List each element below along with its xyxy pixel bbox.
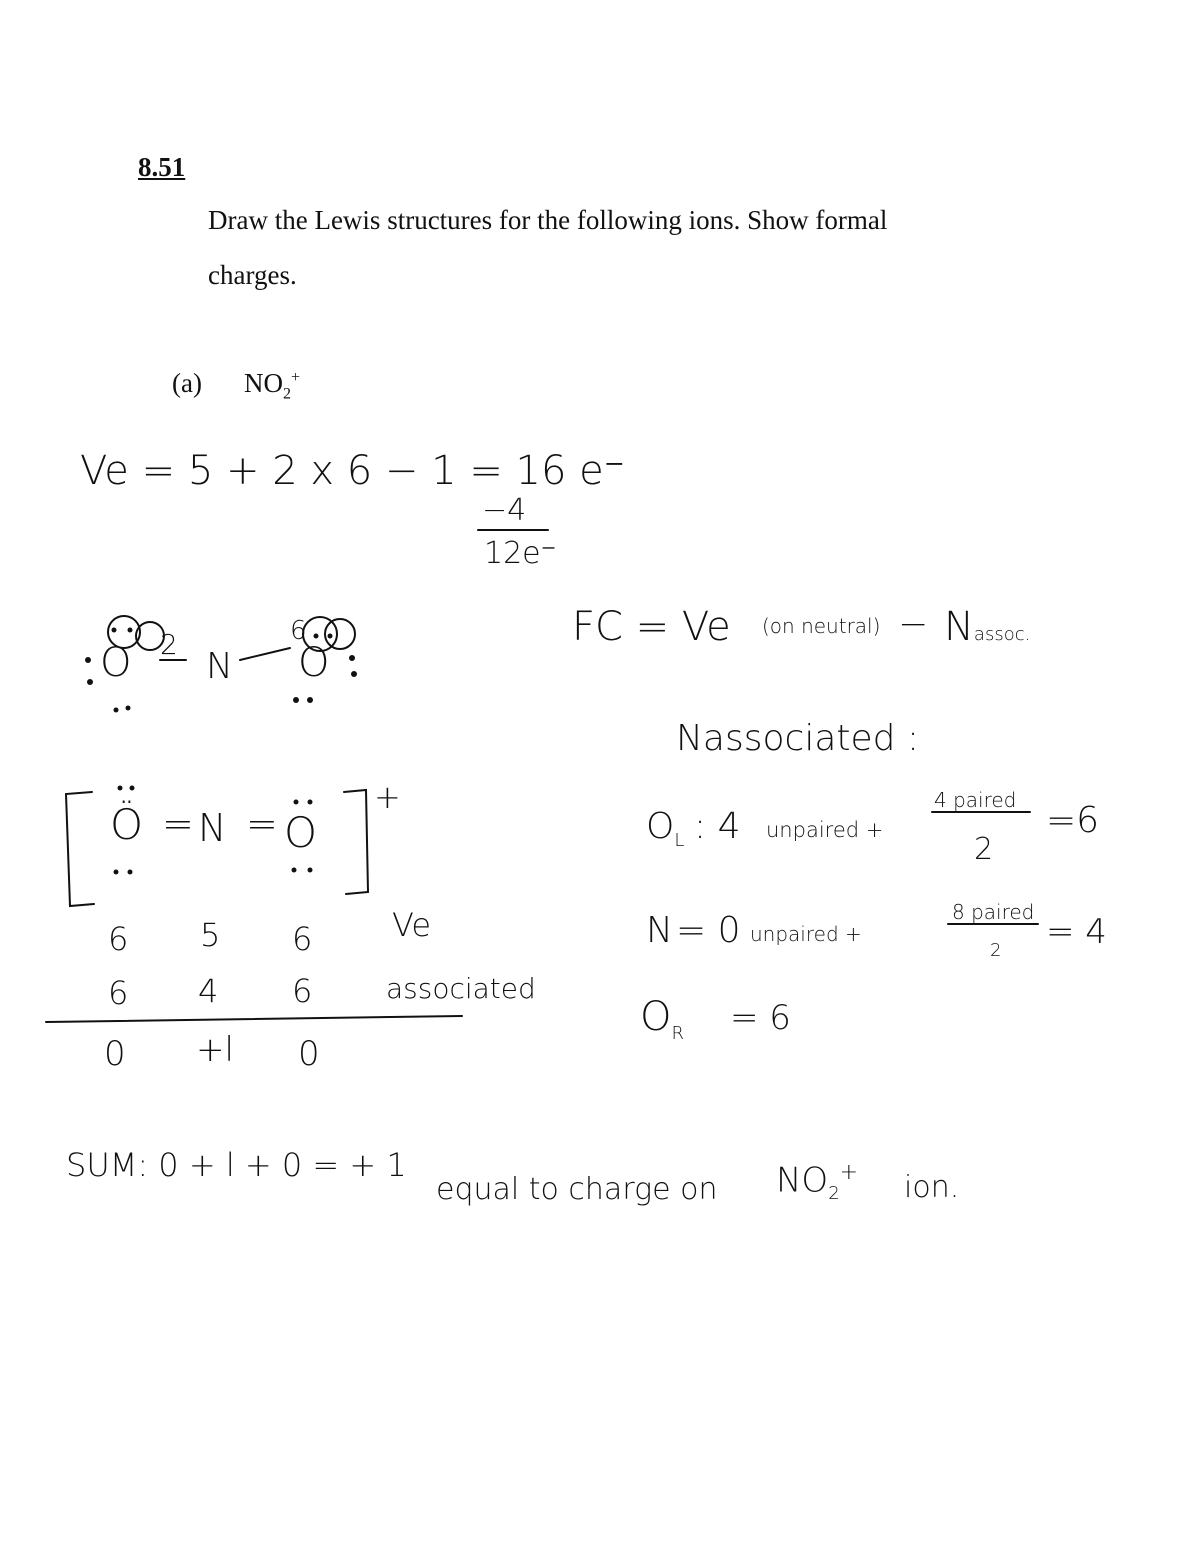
fc-row1-o-left: 6 bbox=[108, 920, 129, 958]
sum-ion: $NO_2^+$ bbox=[776, 1160, 859, 1205]
fc-formula: FC = Ve bbox=[572, 604, 731, 650]
fc-row2-o-right: 6 bbox=[292, 972, 313, 1010]
o-left-frac-den: 2 bbox=[974, 832, 994, 867]
fc-row1-n: 5 bbox=[200, 916, 221, 954]
o-left-detail: unpaired + bbox=[766, 818, 884, 842]
fc-row2-label: associated bbox=[386, 972, 536, 1005]
valence-line: Ve = 5 + 2 x 6 − 1 = 16 e⁻ bbox=[80, 448, 625, 494]
o-left-result: =6 bbox=[1046, 800, 1100, 841]
draft-atom-left: O bbox=[100, 640, 132, 686]
draft-note-right: 6 bbox=[290, 616, 307, 646]
part-label: (a) bbox=[172, 368, 202, 398]
draft-note-left: 2 bbox=[160, 628, 178, 661]
instruction-line-2: charges. bbox=[208, 260, 297, 290]
o-left-frac-num: 4 paired bbox=[934, 788, 1017, 812]
lewis-bond-2: = bbox=[246, 802, 278, 846]
valence-subtract: −4 bbox=[482, 493, 527, 528]
n-label: N bbox=[646, 910, 673, 951]
fc-row1-o-right: 6 bbox=[292, 920, 313, 958]
fc-row1-label: Ve bbox=[392, 906, 432, 944]
fc-result-o-left: 0 bbox=[104, 1034, 126, 1074]
draft-atom-center: N bbox=[206, 646, 233, 687]
problem-number: 8.51 bbox=[138, 152, 186, 182]
fc-result-n: +l bbox=[196, 1030, 234, 1070]
lewis-bond-1: = bbox=[162, 802, 194, 846]
o-right-label: $O_R$ bbox=[640, 994, 684, 1044]
right-bracket bbox=[344, 790, 368, 894]
draft-atom-right: O bbox=[298, 640, 330, 686]
n-associated-title: Nassociated : bbox=[676, 718, 920, 759]
n-detail: unpaired + bbox=[750, 922, 862, 946]
sum-note: equal to charge on bbox=[436, 1172, 718, 1207]
n-result: = 4 bbox=[1046, 912, 1107, 952]
ion-formula: $NO_2^+$ bbox=[244, 368, 301, 403]
sum-text: SUM: 0 + l + 0 = + 1 bbox=[66, 1146, 407, 1184]
fc-row2-n: 4 bbox=[198, 972, 219, 1010]
valence-result: 12e⁻ bbox=[484, 536, 557, 571]
o-right-result: = 6 bbox=[730, 998, 791, 1038]
n-frac-den: 2 bbox=[990, 940, 1002, 961]
sum-tail: ion. bbox=[904, 1170, 960, 1205]
lewis-charge: + bbox=[374, 778, 401, 816]
table-rule bbox=[46, 1016, 462, 1022]
fc-formula-minus: − bbox=[898, 604, 929, 645]
fc-formula-n: Nassoc. bbox=[944, 604, 1031, 650]
instruction-line-1: Draw the Lewis structures for the following ions. Show formal bbox=[208, 205, 888, 235]
fc-row2-o-left: 6 bbox=[108, 974, 129, 1012]
lewis-left-o: Ö bbox=[110, 800, 144, 849]
fc-result-o-right: 0 bbox=[298, 1034, 320, 1074]
o-left-count: : 4 bbox=[694, 806, 741, 847]
draft-bond-right bbox=[240, 648, 290, 660]
lewis-center-n: N bbox=[198, 806, 227, 850]
o-left-label: $O_L$ bbox=[646, 806, 685, 852]
fc-formula-note: (on neutral) bbox=[762, 614, 881, 638]
n-count: = 0 bbox=[676, 910, 741, 951]
lewis-right-o: O bbox=[284, 808, 318, 857]
n-frac-num: 8 paired bbox=[952, 900, 1035, 924]
left-bracket bbox=[66, 792, 94, 906]
